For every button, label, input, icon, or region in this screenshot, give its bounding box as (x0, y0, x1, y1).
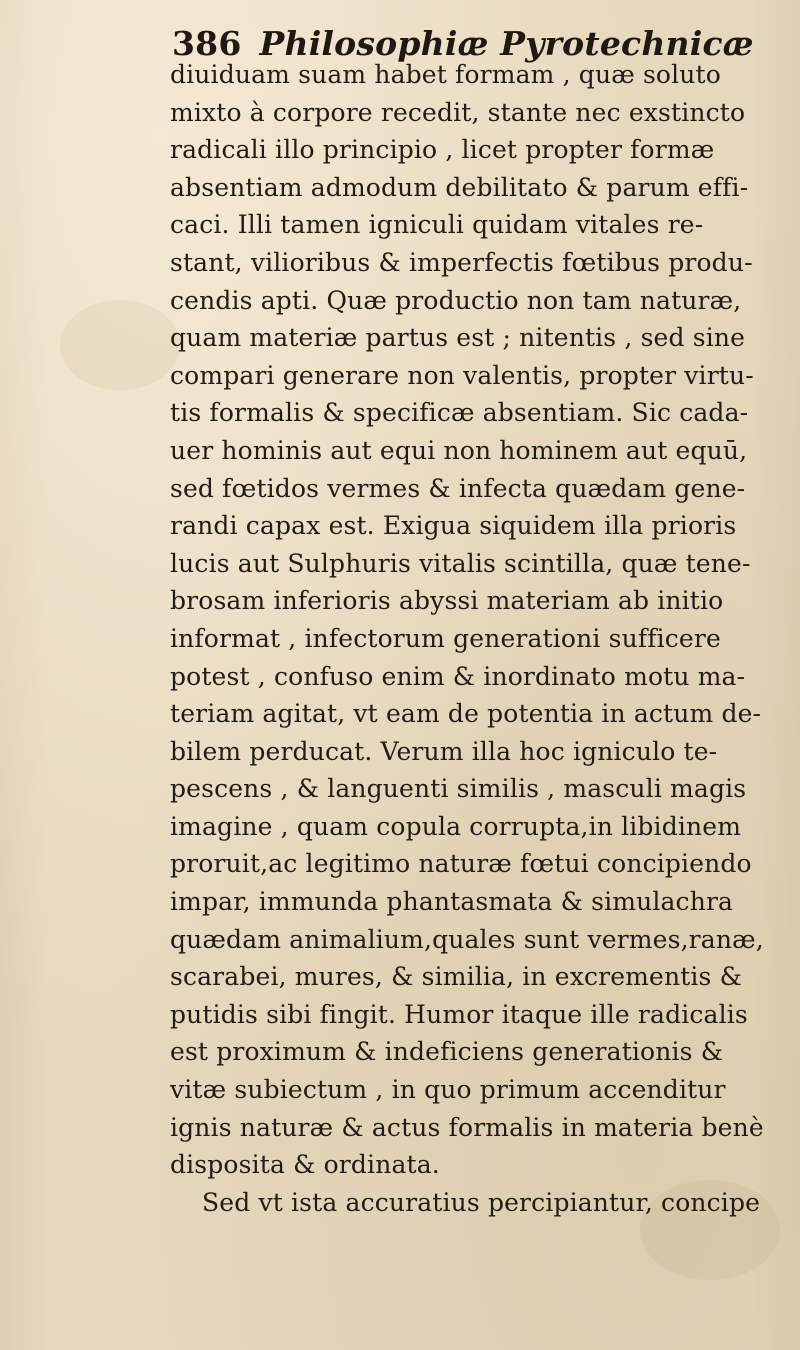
running-title: Philosophiæ Pyrotechnicæ (259, 24, 754, 63)
text-line: bilem perducat. Verum illa hoc igniculo te- (170, 736, 718, 766)
text-line: informat , infectorum generationi sufficere (170, 623, 721, 653)
text-line: uer hominis aut equi non hominem aut equū, (170, 435, 748, 465)
text-line: caci. Illi tamen igniculi quidam vitales re- (170, 210, 704, 240)
text-line: quædam animalium,quales sunt vermes,ranæ, (170, 924, 764, 954)
page-number: 386 (172, 24, 242, 63)
text-line: ignis naturæ & actus formalis in materia benè (170, 1112, 764, 1142)
paragraph-first-line: Sed vt ista accuratius percipiantur, concipe (202, 1187, 761, 1217)
text-line: impar, immunda phantasmata & simulachra (170, 887, 734, 917)
text-line: diuiduam suam habet formam , quæ soluto (170, 60, 721, 89)
text-line: putidis sibi fingit. Humor itaque ille radicalis (170, 999, 748, 1029)
text-line: tis formalis & specificæ absentiam. Sic cada- (170, 398, 749, 428)
text-line: teriam agitat, vt eam de potentia in actum de- (170, 699, 762, 729)
text-line: radicali illo principio , licet propter formæ (170, 135, 715, 165)
body-text (170, 56, 792, 1221)
text-line: randi capax est. Exigua siquidem illa prioris (170, 511, 737, 541)
text-line: stant, vilioribus & imperfectis fœtibus produ- (170, 247, 753, 277)
text-line: vitæ subiectum , in quo primum accenditur (170, 1075, 726, 1105)
text-line: lucis aut Sulphuris vitalis scintilla, quæ tene- (170, 548, 751, 578)
text-line: scarabei, mures, & similia, in excrementis & (170, 962, 743, 992)
text-line: potest , confuso enim & inordinato motu ma- (170, 661, 746, 691)
text-line: proruit,ac legitimo naturæ fœtui concipiendo (170, 849, 752, 879)
paper-stain (60, 300, 180, 390)
text-line: mixto à corpore recedit, stante nec exstincto (170, 97, 746, 127)
text-line: pescens , & languenti similis , masculi magis (170, 774, 747, 804)
text-line: quam materiæ partus est ; nitentis , sed sine (170, 323, 746, 353)
text-line: cendis apti. Quæ productio non tam naturæ, (170, 285, 742, 315)
text-line: compari generare non valentis, propter virtu- (170, 360, 754, 390)
text-line: disposita & ordinata. (170, 1150, 440, 1180)
text-line: sed fœtidos vermes & infecta quædam gene- (170, 473, 746, 503)
text-line: absentiam admodum debilitato & parum effi- (170, 172, 749, 202)
text-line: brosam inferioris abyssi materiam ab initio (170, 586, 724, 616)
text-line: est proximum & indeficiens generationis & (170, 1037, 724, 1067)
text-line: imagine , quam copula corrupta,in libidinem (170, 811, 742, 841)
